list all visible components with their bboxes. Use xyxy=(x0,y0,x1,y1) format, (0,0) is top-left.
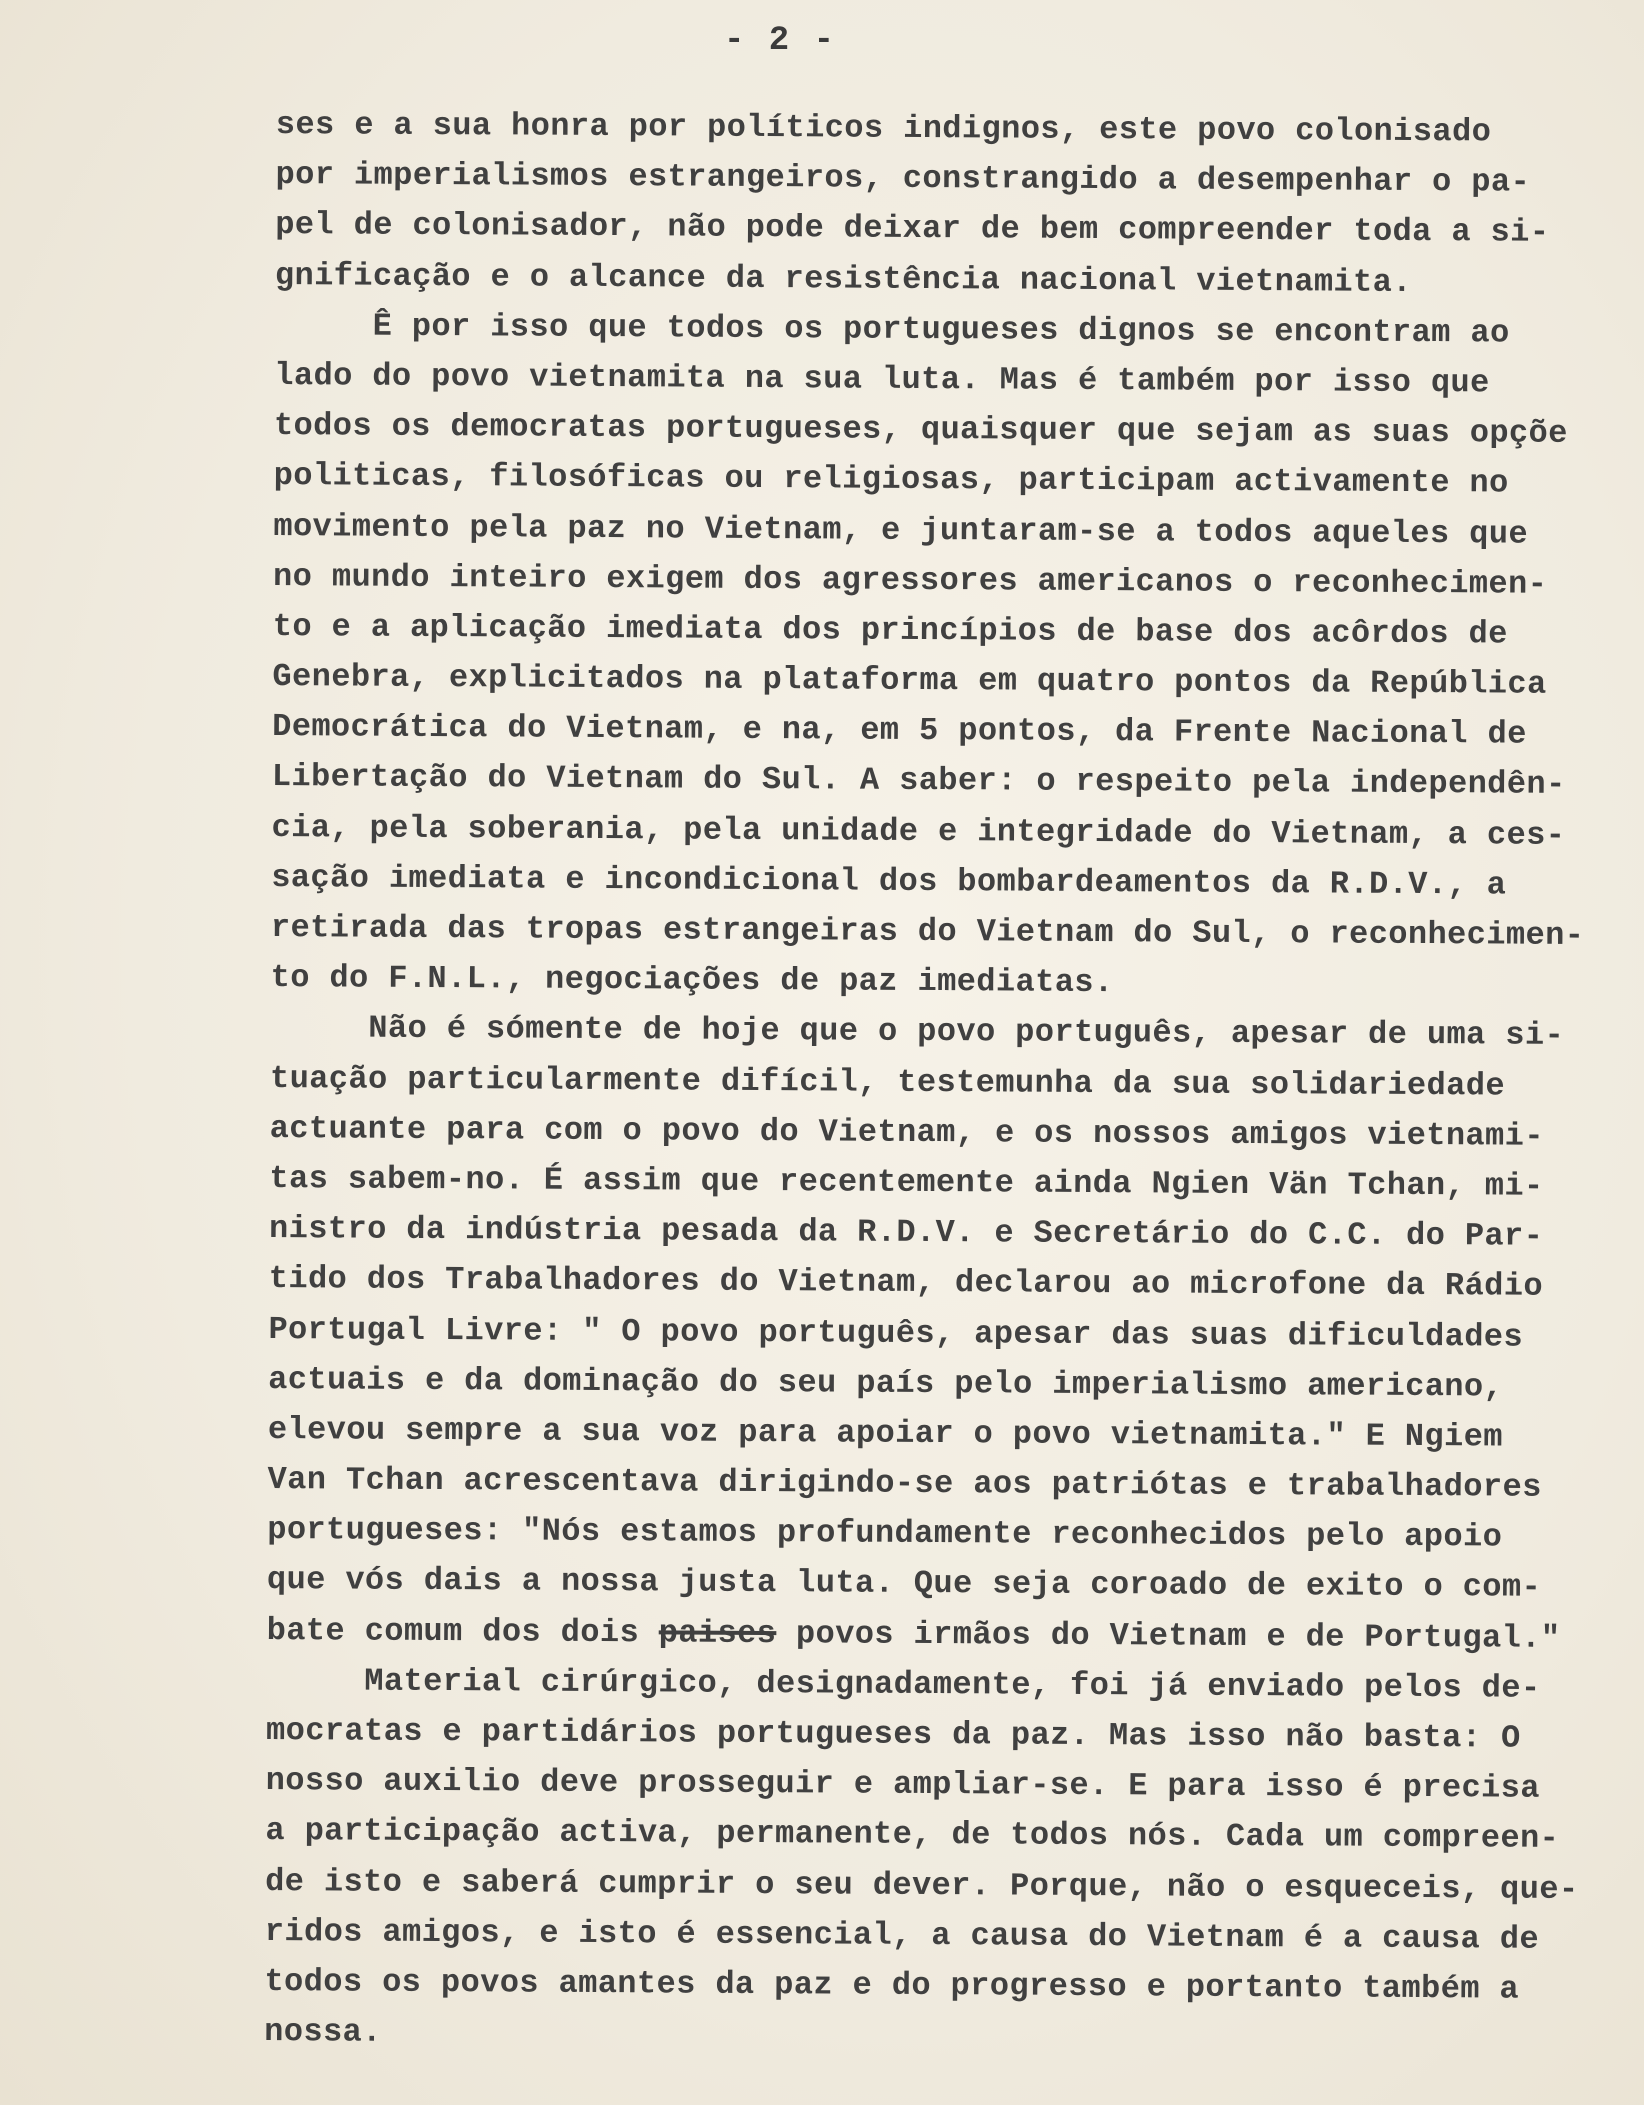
text-line: todos os democratas portugueses, quaisquer que sejam as suas opçõe xyxy=(273,407,1568,453)
text-line: Democrática do Vietnam, e na, em 5 pontos, da Frente Nacional de xyxy=(272,708,1527,753)
text-line: Material cirúrgico, designadamente, foi já enviado pelos de- xyxy=(266,1661,1541,1707)
text-line: tuação particularmente difícil, testemunha da sua solidariedade xyxy=(269,1059,1506,1105)
text-line: Portugal Livre: " O povo português, apesar das suas dificuldades xyxy=(268,1310,1524,1356)
page-number: - 2 - xyxy=(723,22,837,60)
text-line: actuais e da dominação do seu país pelo imperialismo americano, xyxy=(268,1360,1504,1406)
text-line: to e a aplicação imediata dos princípios de base dos acôrdos de xyxy=(272,607,1508,653)
text-line: movimento pela paz no Vietnam, e juntaram-se a todos aqueles que xyxy=(273,507,1529,553)
text-line: ridos amigos, e isto é essencial, a causa do Vietnam é a causa de xyxy=(264,1912,1540,1958)
text-segment: povos irmãos do Vietnam e de Portugal." xyxy=(776,1614,1561,1657)
text-line: politicas, filosóficas ou religiosas, participam activamente no xyxy=(273,457,1509,502)
text-line: Libertação do Vietnam do Sul. A saber: o respeito pela independên- xyxy=(271,758,1566,804)
text-line: lado do povo vietnamita na sua luta. Mas é também por isso que xyxy=(274,356,1490,402)
text-line: Van Tchan acrescentava dirigindo-se aos patriótas e trabalhadores xyxy=(267,1461,1542,1506)
text-line: Ê por isso que todos os portugueses dignos se encontram ao xyxy=(274,306,1510,352)
typed-body-text xyxy=(264,100,1636,2066)
text-line: tido dos Trabalhadores do Vietnam, declarou ao microfone da Rádio xyxy=(268,1260,1544,1306)
text-segment: bate comum dos dois xyxy=(266,1611,640,1651)
text-line: todos os povos amantes da paz e do progresso e portanto também a xyxy=(264,1962,1520,2008)
text-line: Genebra, explicitados na plataforma em quatro pontos da República xyxy=(272,658,1547,703)
text-line: cia, pela soberania, pela unidade e integridade do Vietnam, a ces- xyxy=(271,808,1566,854)
text-line: Não é sómente de hoje que o povo português, apesar de uma si- xyxy=(270,1009,1565,1055)
text-line: nosso auxilio deve prosseguir e ampliar-se. E para isso é precisa xyxy=(265,1762,1541,1807)
text-line: pel de colonisador, não pode deixar de bem compreender toda a si- xyxy=(275,206,1550,252)
text-line: de isto e saberá cumprir o seu dever. Porque, não o esqueceis, que- xyxy=(265,1862,1579,1908)
text-line: to do F.N.L., negociações de paz imediatas. xyxy=(270,959,1114,1002)
text-line: elevou sempre a sua voz para apoiar o povo vietnamita." E Ngiem xyxy=(267,1410,1503,1456)
text-line: portugueses: "Nós estamos profundamente reconhecidos pelo apoio xyxy=(267,1511,1503,1556)
struck-out-word: paises xyxy=(658,1613,777,1652)
text-line: mocratas e partidários portugueses da paz. Mas isso não basta: O xyxy=(265,1711,1521,1757)
text-line: sação imediata e incondicional dos bombardeamentos da R.D.V., a xyxy=(271,858,1507,904)
text-line: retirada das tropas estrangeiras do Vietnam do Sul, o reconhecimen- xyxy=(270,908,1585,955)
text-line: ses e a sua honra por políticos indignos, este povo colonisado xyxy=(275,105,1492,151)
text-line-with-correction xyxy=(266,1606,1626,1664)
text-line: por imperialismos estrangeiros, constrangido a desempenhar o pa- xyxy=(275,156,1531,201)
text-line: que vós dais a nossa justa luta. Que seja coroado de exito o com- xyxy=(266,1561,1542,1607)
text-line: tas sabem-no. É assim que recentemente ainda Ngien Vän Tchan, mi- xyxy=(269,1159,1544,1205)
text-line: nistro da indústria pesada da R.D.V. e Secretário do C.C. do Par- xyxy=(268,1210,1544,1255)
text-line: no mundo inteiro exigem dos agressores americanos o reconhecimen- xyxy=(272,557,1548,603)
text-line: nossa. xyxy=(264,2013,382,2051)
text-line: a participação activa, permanente, de todos nós. Cada um compreen- xyxy=(265,1812,1560,1858)
text-line: gnificação e o alcance da resistência nacional vietnamita. xyxy=(274,256,1413,301)
text-line: actuante para com o povo do Vietnam, e os nossos amigos vietnami- xyxy=(269,1109,1545,1155)
